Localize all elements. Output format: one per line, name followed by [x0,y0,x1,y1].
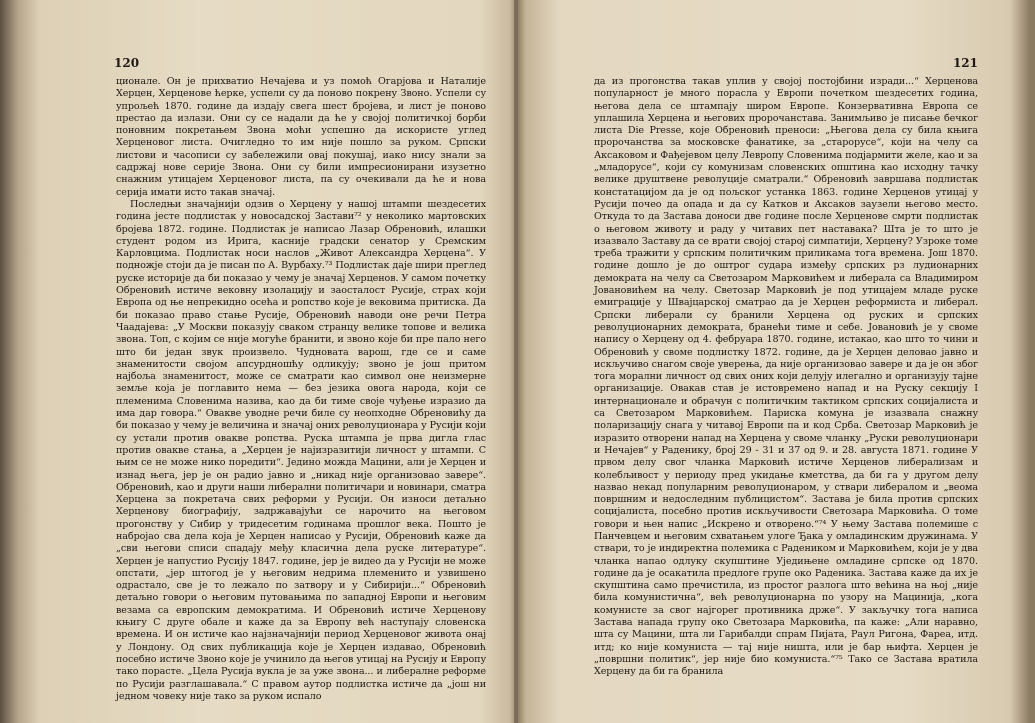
left-page [40,0,510,723]
right-paragraph-1: да из прогонства такав уплив у својој постојбини изради...“ Херценова популарност је много порасла у Европи почетком шездесетих година, његова дела се штампају широм Европе. Конзервативна Европа се уплашила Херцена и његових пророчанстава. Занимљиво је писање бечког листа Die Presse, које Обреновић преноси: „Његова дела су била књига пророчанства за московске фанатике, за „старорусе“, који на челу са Аксаковом и Фађејевом целу Левропу Словенима подјармити желе, као и за „младорусе“, који су комунизам словенских општина као исходну тачку велике друштвене револуције сматрали.“ Обреновић завршава подлистак констатацијом да је од пољског устанка 1863. године Херценов утицај у Русији почео да опада и да су Катков и Аксаков заузели његово место. Откуда то да Застава доноси две године после Херценове смрти подлистак о његовом животу и раду у читавих пет наставака? Шта је то што је изазвало Заставу да се врати својој старој симпатији, Херцену? Узроке томе треба тражити у српским политичким приликама тога времена. Још 1870. године дошло је до оштрог судара између српских рз лудионарних демократа на челу са Светозаром Марковићем и либерала са Владимиром Јовановићем на челу. Светозар Марковић је под утицајем младе руске емиграције у Швајцарској сматрао да је Херцен реформиста и либерал. Српски либерали су бранили Херцена од руских и српских револуционарних демократа, бранећи тиме и себе. Јовановић је у своме напису о Херцену од 4. фебруара 1870. године, истакао, као што то чини и Обреновић у своме подлистку 1872. године, да је Херцен деловао јавно и искључиво снагом своје уверења, да није организовао завере и да је он због тога морални личност од свих оних који делују илегално и организују тајне организације. Овакав став је истовремено напад и на Руску секцију I интернационале и обрачун с политичким тактиком српских социјалиста и са Светозаром Марковићем. Париска комуна је изазвала снажну поларизацију снага у читавој Европи па и код Срба. Светозар Марковић је изразито отворени напад на Херцена у своме чланку „Руски револуционари и Нечајев“ у Раденику, број 29 - 31 и 37 од 9. и 28. августа 1871. године У првом делу свог чланка Марковић истиче Херценов либерализам и колебљивост у периоду пред укидање кметства, да би га у другом делу назвао некад популарним револуционаром, у ствари либералом и „веома површним и недоследним публицистом“. Застава је била против српских социјалиста, посебно против искључивости Светозара Марковића. О томе говори и њен напис „Искрено и отворено.“⁷⁴ У њему Застава полемише с Панчевцем и његовим схватањем улоге Ђака у омладинским дружинама. У ствари, то је индиректна полемика с Радеником и Марковићем, који је у два чланка напао одлуку скупштине Уједињене омладине српске од 1870. године да је осакатила предлоге групе око Раденика. Застава каже да их је скупштина само пречистила, из простог разлога што већина на њој „није била комунистична“, већ револуционарна по узору на Мацинија, „кога комунисте за свог најгорег противника држе“. У закључку тога написа Застава напада групу око Светозара Марковића, па каже: „Али наравно, шта су Мацини, шта ли Гарибалди спрам Пијата, Раул Ригона, Фареа, итд. итд; ко није комуниста — тај није ништа, или је бар њифта. Херцен је „површни политик“, јер није био комуниста.“⁷⁵ Тако се Застава вратила Херцену да би га бранила [594,76,978,678]
book-spine [514,0,518,723]
left-page-text [116,76,486,703]
left-page-number: 120 [114,56,140,70]
left-paragraph-2: Последњи значајнији одзив о Херцену у нашој штампи шездесетих година јесте подлистак у новосадској Застави⁷² у неколико мартовских бројева 1872. године. Подлистак је написао Лазар Обреновић, илашки студент родом из Ирига, касније градски сенатор у Сремским Карловцима. Подлистак носи наслов „Живот Александра Херцена“. У подножје стоји да је писан по А. Вурбаху.⁷³ Подлистак даје шири преглед руске историје да би показао у чему је значај Херценов. У самом почетку Обреновић истиче вековну изолацију и заосталост Русије, страх који Европа од ње непрекидно осећа и ропство које је вековима притиска. Да би показао право стање Русије, Обреновић наводи оне речи Петра Чаадајева: „У Москви показују сваком странцу велике топове и велика звона. Топ, с којим се није могуће бранити, и звоно које би пре пало него што би један звук произвело. Чудновата варош, где се и саме знаменитости својом апсурдношћу одликују; звоно је још притом најбоља знаменитост, може се сматрати као символ оне неизмерне земље која је поглавито нема — без језика овога народа, који се племенима Словенима назива, као да би тиме своје чуђење изразио да има дар говора.“ Овакве уводне речи биле су неопходне Обреновићу да би показао у чему је величина и значај оних револуционара у Русији који су устали против овакве ропства. Руска штампа је прва дигла глас против овакве стања, а „Херцен је најизразитији личност у штампи. С њим се не може нико поредити“. Једино можда Мацини, али је Херцен и изнад њега, јер је он радио јавно и „никад није организовао завере“. Обреновић, као и други наши либерални политичари и новинари, сматра Херцена за покретача свих реформи у Русији. Он износи детаљно Херценову биографију, задржавајући се нарочито на његовом прогонству у Сибир у тридесетим годинама прошлог века. Пошто је набројао сва дела која је Херцен написао у Русији, Обреновић каже да „сви његови списи спадају међу класична дела руске литературе“. Херцен је напустио Русију 1847. године, јер је видео да у Русији не може опстати, „јер штогод је у његовим недрима племенито и узвишено одрастало, све је то лежало по затвору и у Сибирији...“ Обреновић детаљно говори о његовим путовањима по западној Европи и његовим везама са европским демократима. И Обреновић истиче Херценову књигу С друге обале и каже да за Европу већ наступају словенска времена. И он истиче као најзначајнији период Херценовог живота онај у Лондону. Од свих публикација које је Херцен издавао, Обреновић посебно истиче Звоно које је учинило да његов утицај на Русију и Европу тако порасте. „Цела Русија вукла је за уже звона... и либералне реформе по Русији разглашавала.“ С правом аутор подлистка истиче да „још ни једном човеку није тако за руком испало [116,198,486,702]
right-page-number: 121 [952,56,978,70]
left-paragraph-1: ционале. Он је прихватио Нечајева и уз помоћ Огарјова и Наталије Херцен, Херценове ћерке, успели су да поново покрену Звоно. Успели су упрољећ 1870. године да издају свега шест бројева, и лист је поново престао да излази. Они су се надали да ће у својој политичкој борби поновним покретањем Звона моћи успешно да искористе углед Херценовог листа. Очигледно то им није пошло за руком. Српски листови и часописи су забележили овај покушај, иако нису знали за садржај нове серије Звона. Они су били импресионирани изузетно снажним утицајем Херценовог листа, па су очекивали да ће и нова серија имати исто такав значај. [116,76,486,198]
right-page [536,0,1012,723]
right-page-text [594,76,978,679]
